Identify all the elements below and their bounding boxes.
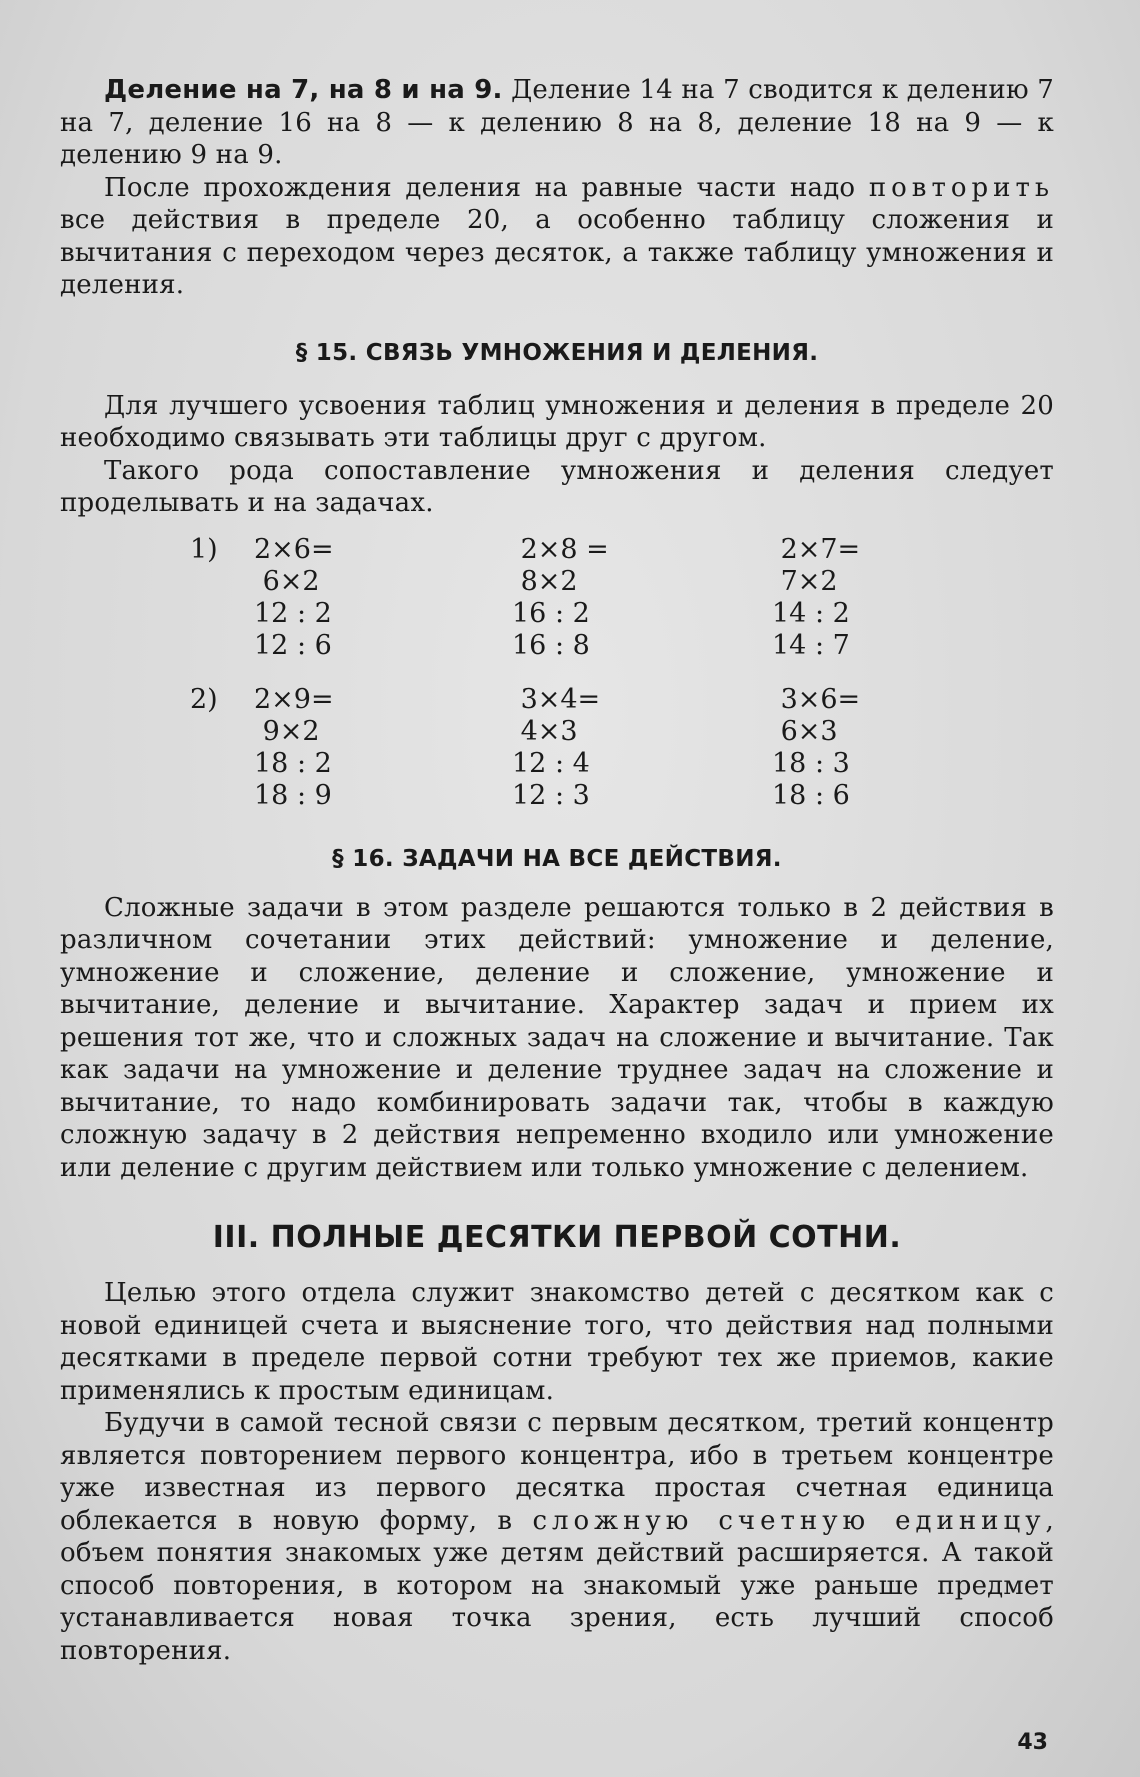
expression: 3×4= (512, 683, 601, 715)
expression: 18 : 3 (772, 747, 850, 779)
intro-bold-lead: Деление на 7, на 8 и на 9. (104, 75, 503, 105)
intro-paragraph-2 (60, 172, 1054, 302)
exercise-label: 1) (190, 533, 218, 565)
expression: 2×7= (772, 533, 861, 565)
expression: 9×2 (254, 715, 320, 747)
chapter-3-paragraph-2 (60, 1407, 1054, 1667)
chapter-3-paragraph-1: Целью этого отдела служит знакомство детей с десятком как с новой единицей счета и выяснение того, что действия над полными десятками в пределе первой сотни требуют тех же приемов, какие применялись к простым единицам. (60, 1278, 1054, 1406)
expression: 2×6= (254, 533, 334, 565)
exercise-column (254, 534, 494, 662)
intro-text: Деление 14 на 7 сводится к делению 7 на 7, деление 16 на 8 — к делению 8 на 8, деление 18 на 9 — к делению 9 на 9. (60, 75, 1054, 170)
exercise-column (512, 534, 752, 662)
expression: 16 : 8 (512, 629, 590, 661)
expression: 6×2 (254, 565, 320, 597)
intro-p2-start: После прохождения деления на равные части надо (104, 172, 869, 203)
section-15-title: § 15. СВЯЗЬ УМНОЖЕНИЯ И ДЕЛЕНИЯ. (295, 339, 819, 366)
exercise-column (772, 534, 972, 662)
expression: 16 : 2 (512, 597, 590, 629)
section-16-title: § 16. ЗАДАЧИ НА ВСЕ ДЕЙСТВИЯ. (332, 845, 782, 872)
exercise-block (60, 534, 1054, 812)
expression: 7×2 (772, 565, 838, 597)
expression: 6×3 (772, 715, 838, 747)
intro-paragraph-1 (60, 74, 1054, 172)
section-16-paragraph: Сложные задачи в этом разделе решаются только в 2 действия в различном сочетании этих действий: умножение и деление, умножение и сложение, деление и сложение, умножение и вычитание, деление и вычитание. Характер задач и прием их решения тот же, что и сложных задач на сложение и вычитание. Так как задачи на умножение и деление труднее задач на сложение и вычитание, то надо комбинировать задачи так, чтобы в каждую сложную задачу в 2 действия непременно входило или умножение или деление с другим действием или только умножение с делением. (60, 892, 1054, 1183)
chapter-3-p2-start: Будучи в самой тесной связи с первым десятком, третий концентр является повторением первого концентра, ибо в третьем концентре уже известная из первого десятка простая счетная единица облекается в новую форму, в (60, 1408, 1054, 1536)
exercise-column (254, 684, 494, 812)
section-15-paragraph-1: Для лучшего усвоения таблиц умножения и деления в пределе 20 необходимо связывать эти таблицы друг с другом. (60, 390, 1054, 453)
section-15-paragraph-2: Такого рода сопоставление умножения и деления следует проделывать и на задачах. (60, 455, 1054, 518)
expression: 14 : 2 (772, 597, 850, 629)
chapter-3-p2-end: , объем понятия знакомых уже детям действий расширяется. А такой способ повторения, в котором на знакомый уже раньше предмет устанавливается новая точка зрения, есть лучший способ повторения. (60, 1505, 1054, 1666)
expression: 18 : 2 (254, 747, 332, 779)
expression: 12 : 2 (254, 597, 332, 629)
exercise-group-2 (190, 684, 1054, 812)
expression: 12 : 3 (512, 779, 590, 811)
exercise-column (772, 684, 972, 812)
intro-p2-end: все действия в пределе 20, а особенно таблицу сложения и вычитания с переходом через десяток, а также таблицу умножения и деления. (60, 205, 1054, 300)
expression: 2×8 = (512, 533, 609, 565)
page-number: 43 (1017, 1730, 1048, 1755)
exercise-group-1 (190, 534, 1054, 662)
chapter-3-p2-spaced: сложную счетную единицу (532, 1505, 1046, 1536)
exercise-column (512, 684, 752, 812)
intro-p2-spaced: повторить (868, 172, 1054, 203)
expression: 14 : 7 (772, 629, 850, 661)
expression: 18 : 9 (254, 779, 332, 811)
expression: 4×3 (512, 715, 578, 747)
expression: 3×6= (772, 683, 861, 715)
expression: 8×2 (512, 565, 578, 597)
exercise-label: 2) (190, 683, 218, 715)
expression: 12 : 4 (512, 747, 590, 779)
chapter-3-title: III. ПОЛНЫЕ ДЕСЯТКИ ПЕРВОЙ СОТНИ. (212, 1220, 902, 1255)
expression: 18 : 6 (772, 779, 850, 811)
expression: 2×9= (254, 683, 334, 715)
expression: 12 : 6 (254, 629, 332, 661)
